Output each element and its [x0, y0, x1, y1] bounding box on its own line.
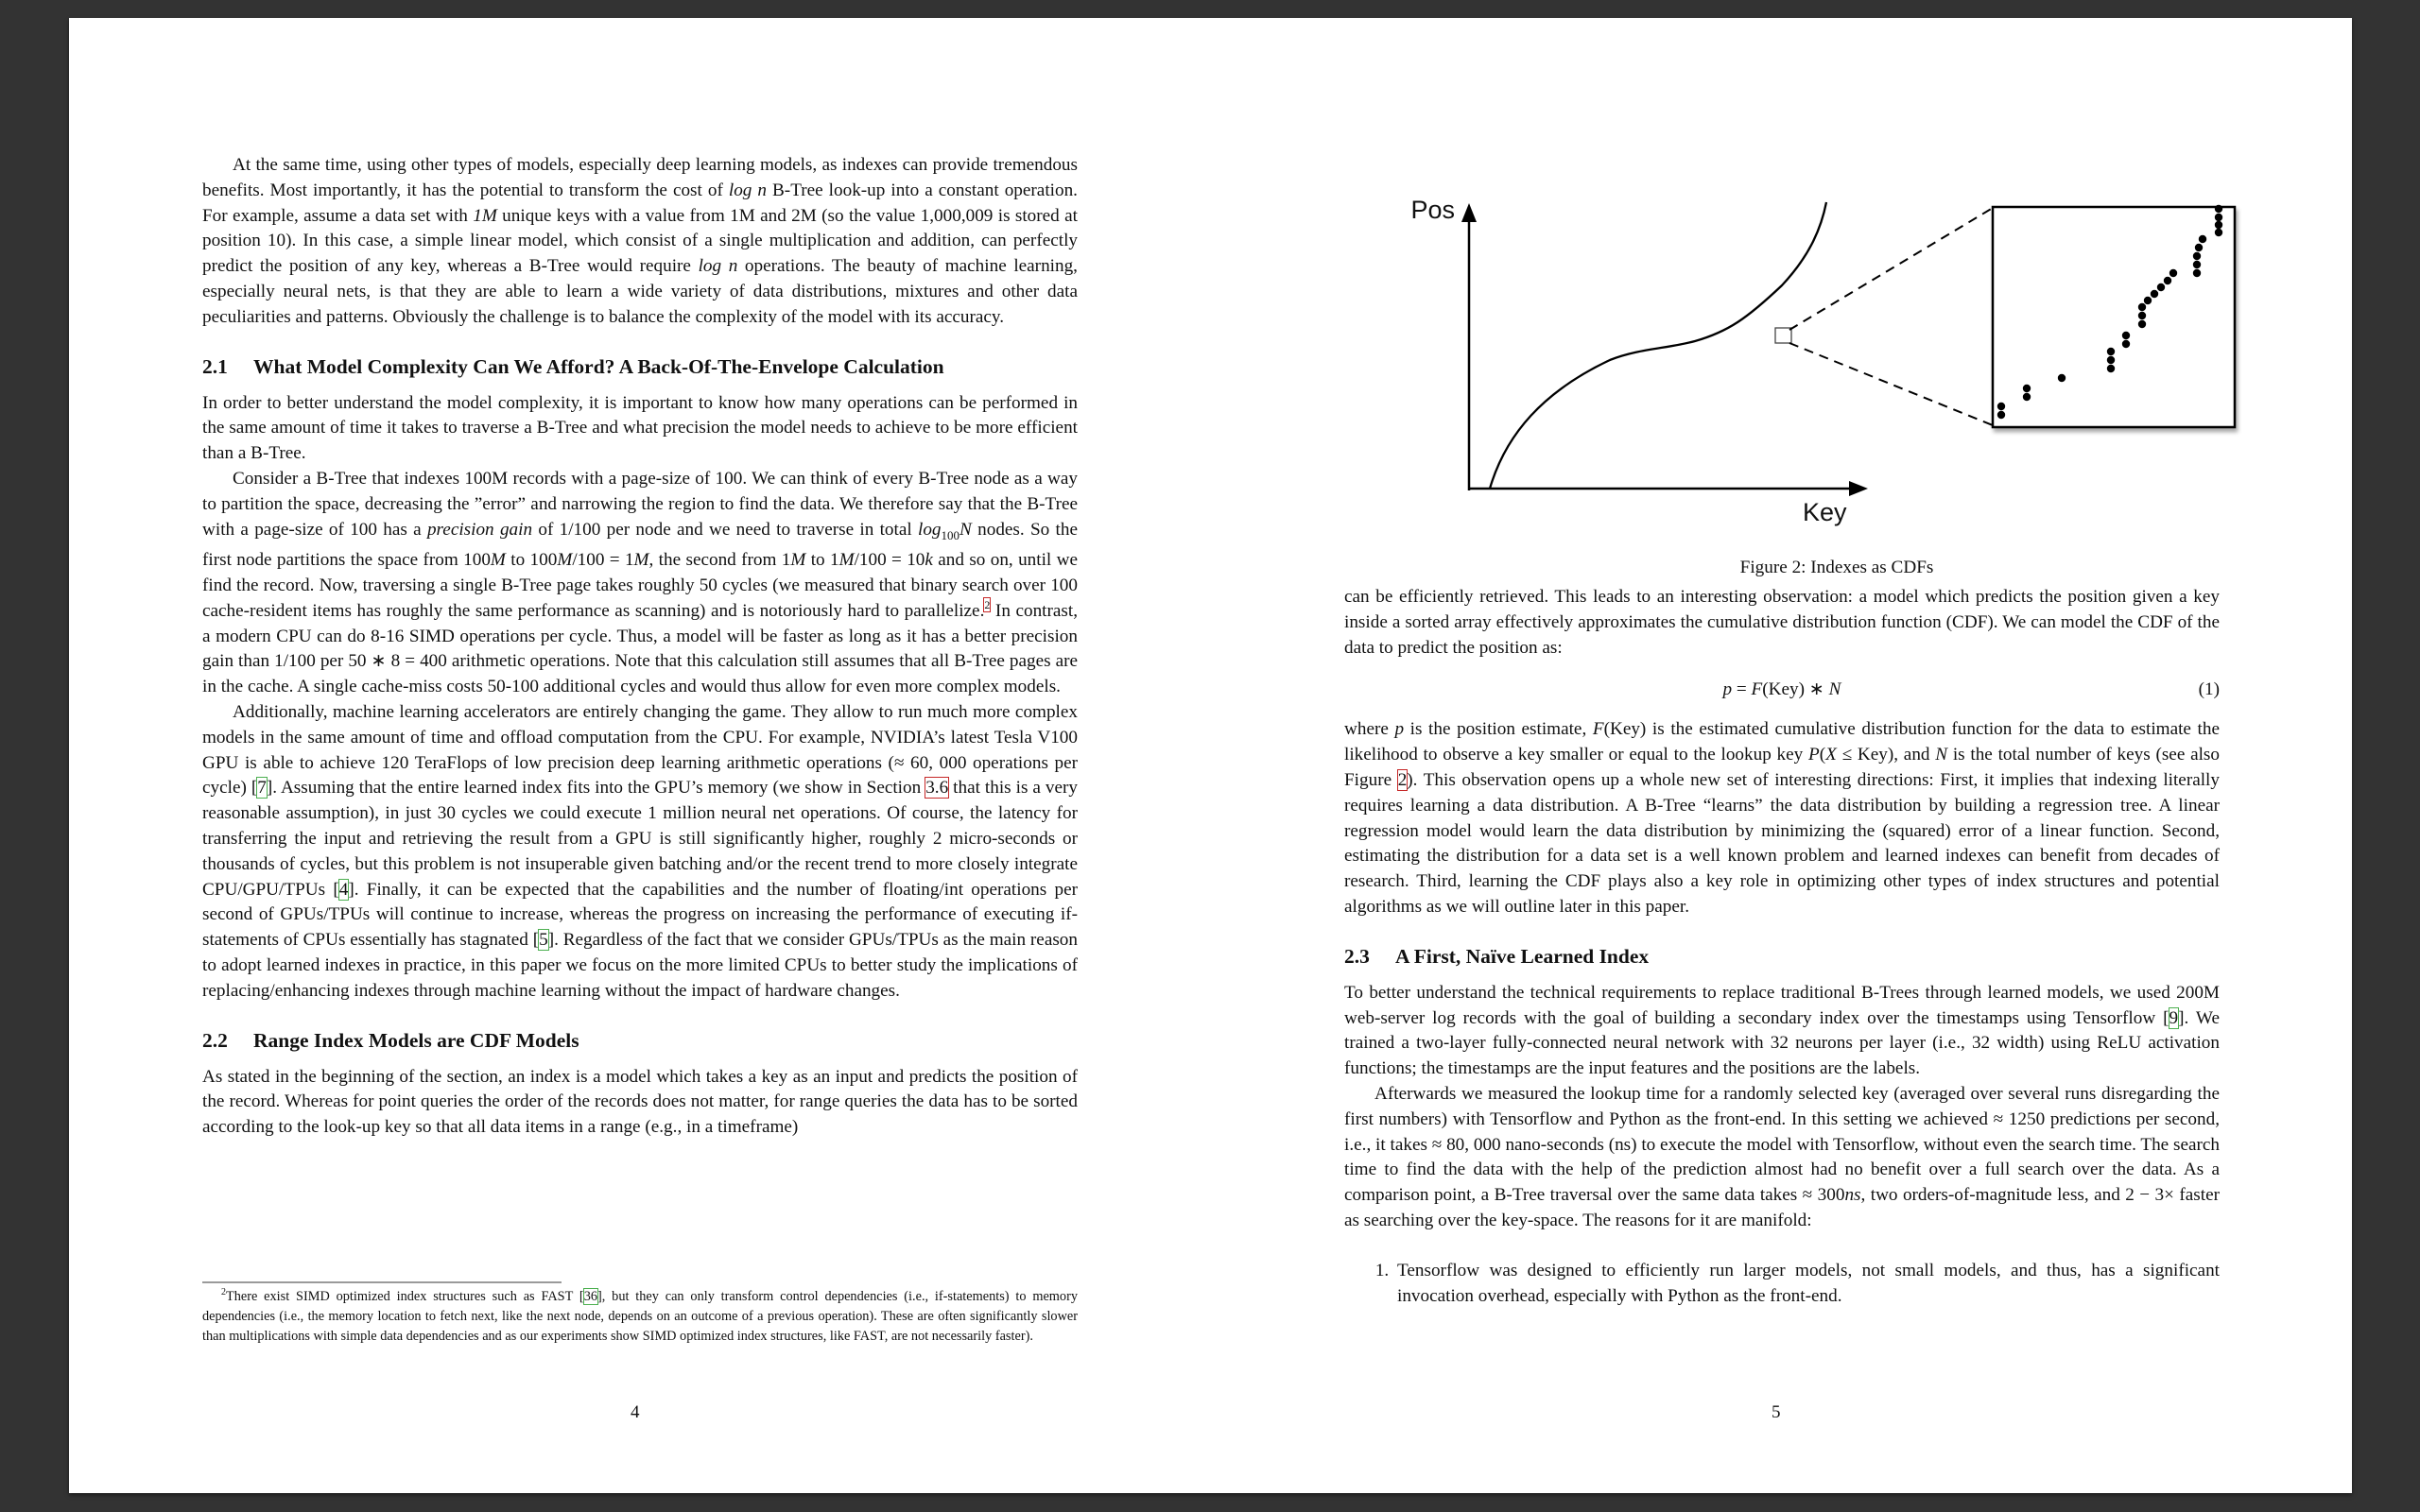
inset-data-point — [2193, 269, 2201, 277]
paragraph: where p is the position estimate, F(Key) is the estimated cumulative distribution function for the data to estimate the likelihood to observe a key smaller or equal to the lookup key P(X ≤ Key), and N is the total number of keys (see also Figure 2). This observation opens up a whole new set of interesting directions: First, it implies that indexing literally requires learning a data distribution. A B-Tree “learns” the data distribution by building a regression tree. A linear regression model would learn the data distribution by minimizing the (squared) error of a linear function. Second, estimating the distribution for a data set is a well known problem and learned indexes can benefit from decades of research. Third, learning the CDF plays also a key role in optimizing other types of index structures and potential algorithms as we will outline later in this paper. — [1344, 719, 2220, 917]
inset-data-point — [2058, 374, 2066, 382]
inset-data-point — [2164, 277, 2171, 284]
inset-data-point — [1997, 411, 2005, 419]
paragraph: To better understand the technical requirements to replace traditional B-Trees through learned models, we used 200M web-server log records with the goal of building a secondary index over the timestamps using Tensorflow [9]. We trained a two-layer fully-connected neural network with 32 neurons per layer (i.e., 32 width) using ReLU activation functions; the timestamps are the input features and the positions are the labels. — [1344, 982, 2221, 1079]
figure-link-2[interactable]: 2 — [1397, 769, 1408, 790]
inset-data-point — [2023, 385, 2031, 392]
footnote-divider — [202, 1281, 562, 1283]
inset-data-point — [2144, 297, 2152, 304]
page-number-left: 4 — [631, 1402, 640, 1422]
inset-data-point — [2107, 356, 2115, 364]
inset-data-point — [2193, 261, 2201, 268]
zoom-connector-bottom — [1789, 343, 1993, 425]
inset-data-point — [2193, 252, 2201, 260]
section-heading-2-3: 2.3 A First, Naïve Learned Index — [1344, 944, 1650, 968]
cdf-diagram — [1392, 160, 2281, 557]
inset-data-point — [1997, 403, 2005, 410]
citation-link-36[interactable]: 36 — [583, 1289, 597, 1304]
inset-data-point — [2138, 303, 2146, 311]
paragraph: As stated in the beginning of the section, an index is a model which takes a key as an input and predicts the position of the record. Whereas for point queries the order of the records does not matter, for range queries the data has to be sorted according to the look-up key so that all data items in a range (e.g., in a timeframe) — [202, 1066, 1078, 1138]
left-page-body — [202, 153, 1078, 1141]
citation-link-4[interactable]: 4 — [338, 879, 349, 900]
cdf-curve — [1490, 202, 1826, 489]
inset-data-point — [2215, 205, 2222, 213]
citation-link-7[interactable]: 7 — [257, 778, 267, 799]
inset-data-point — [2122, 332, 2130, 339]
paragraph: Afterwards we measured the lookup time for a randomly selected key (averaged over several runs disregarding the first numbers) with Tensorflow and Python as the front-end. In this setting we achieved ≈ 1250 predictions per second, i.e., it takes ≈ 80, 000 nano-seconds (ns) to execute the model with Tensorflow, without even the search time. The search time to find the data with the help of the prediction almost had no benefit over a full search over the data. As a comparison point, a B-Tree traversal over the same data takes ≈ 300ns, two orders-of-magnitude less, and 2 − 3× faster as searching over the key-space. The reasons for it are manifold: — [1344, 1083, 2220, 1230]
inset-data-point — [2195, 244, 2203, 251]
page-number-right: 5 — [1772, 1402, 1781, 1422]
right-page-body — [1344, 585, 2220, 1309]
intro-paragraph: At the same time, using other types of models, especially deep learning models, as indexes can provide tremendous benefits. Most importantly, it has the potential to transform the cost of log n B-Tree look-up into a constant operation. For example, assume a data set with 1M unique keys with a value from 1M and 2M (so the value 1,000,009 is stored at position 10). In this case, a simple linear model, which consist of a single multiplication and addition, can perfectly predict the position of any key, whereas a B-Tree would require log n operations. The beauty of machine learning, especially neural nets, is that they are able to learn a wide variety of data distributions, mixtures and other data peculiarities and patterns. Obviously the challenge is to balance the complexity of the model with its accuracy. — [202, 155, 1078, 327]
inset-data-point — [2138, 312, 2146, 319]
inset-data-point — [2122, 340, 2130, 348]
inset-data-point — [2107, 348, 2115, 355]
inset-data-point — [2157, 284, 2165, 291]
inset-data-point — [2215, 221, 2222, 229]
pdf-two-page-spread — [69, 18, 2352, 1493]
citation-link-9[interactable]: 9 — [2169, 1007, 2179, 1028]
inset-data-point — [2107, 365, 2115, 372]
inset-data-point — [2151, 290, 2158, 298]
inset-data-point — [2169, 269, 2177, 277]
inset-data-point — [2215, 229, 2222, 236]
inset-data-point — [2138, 320, 2146, 328]
figure-caption: Figure 2: Indexes as CDFs — [1739, 558, 1934, 577]
zoom-region-box — [1775, 328, 1791, 343]
x-axis-arrow-icon — [1849, 481, 1868, 496]
equation-number: (1) — [2198, 679, 2220, 700]
inset-data-point — [2215, 214, 2222, 221]
footnote-2: $^2$There exist SIMD optimized index structures such as FAST [36], but they can only transform control dependencies (i.e., if-statements) to memory dependencies (i.e., the memory location to fetch next, like the next node, depends on an outcome of a previous operation). These are often significantly slower than multiplications with simple data dependencies and as our experiments show SIMD optimized index structures, like FAST, are not necessarily faster). — [202, 1287, 1078, 1345]
y-axis-label: Pos — [1410, 196, 1455, 224]
paragraph: Additionally, machine learning accelerators are entirely changing the game. They allow to run much more complex models in the same amount of time and offload computation from the CPU. For example, NVIDIA’s latest Tesla V100 GPU is able to achieve 120 TeraFlops of low precision deep learning arithmetic operations (≈ 60, 000 operations per cycle) [7]. Assuming that the entire learned index fits into the GPU’s memory (we show in Section 3.6 that this is a very reasonable assumption), in just 30 cycles we could execute 1 million neural net operations. Of course, the latency for transferring the input and retrieving the result from a GPU is still significantly higher, roughly 2 micro-seconds or thousands of cycles, but this problem is not insuperable given batching and/or the recent trend to more closely integrate CPU/GPU/TPUs [4]. Finally, it can be expected that the capabilities and the number of floating/int operations per second of GPUs/TPUs will continue to increase, whereas the progress on increasing the performance of executing if-statements of CPUs essentially has stagnated [5]. Regardless of the fact that we consider GPUs/TPUs as the main reason to adopt learned indexes in practice, in this paper we focus on the more limited CPUs to better study the implications of replacing/enhancing indexes through machine learning without the impact of hardware changes. — [202, 701, 1078, 1001]
section-heading-2-2: 2.2 Range Index Models are CDF Models — [202, 1028, 579, 1052]
section-link-3-6[interactable]: 3.6 — [925, 778, 949, 799]
citation-link-5[interactable]: 5 — [539, 930, 548, 951]
x-axis-label: Key — [1803, 498, 1847, 526]
inset-data-point — [2199, 235, 2206, 243]
reasons-list — [1344, 1259, 2220, 1310]
figure-2-indexes-as-cdfs — [1392, 160, 2281, 594]
paragraph: can be efficiently retrieved. This leads to an interesting observation: a model which predicts the position given a key inside a sorted array effectively approximates the cumulative distribution function (CDF). We can model the CDF of the data to predict the position as: — [1344, 587, 2220, 658]
section-heading-2-1: 2.1 What Model Complexity Can We Afford? A Back-Of-The-Envelope Calculation — [202, 354, 944, 378]
paragraph: Consider a B-Tree that indexes 100M records with a page-size of 100. We can think of every B-Tree node as a way to partition the space, decreasing the ”error” and narrowing the region to find the data. We therefore say that the B-Tree with a page-size of 100 has a precision gain of 1/100 per node and we need to traverse in total $\log_{100}N$ nodes. So the first node partitions the space from 100M to 100M/100 = 1M, the second from 1M to 1M/100 = 10k and so on, until we find the record. Now, traversing a single B-Tree page takes roughly 50 cycles (we measured that binary search over 100 cache-resident items has roughly the same performance as scanning) and is notoriously hard to parallelize.$^2$ In contrast, a modern CPU can do 8-16 SIMD operations per cycle. Thus, a model will be faster as long as it has a better precision gain than 1/100 per 50 ∗ 8 = 400 arithmetic operations. Note that this calculation still assumes that all B-Tree pages are in the cache. A single cache-miss costs 50-100 additional cycles and would thus allow for even more complex models. — [202, 468, 1078, 697]
paragraph: In order to better understand the model complexity, it is important to know how many operations can be performed in the same amount of time it takes to traverse a B-Tree and what precision the model needs to achieve to be more efficient than a B-Tree. — [202, 392, 1078, 464]
list-item: 1. Tensorflow was designed to efficiently run larger models, not small models, and thus, has a significant invocation overhead, especially with Python as the front-end. — [1393, 1259, 2220, 1310]
inset-data-point — [2023, 393, 2031, 401]
footnote-link-2[interactable]: 2 — [984, 598, 991, 612]
equation-1: p = F(Key) ∗ N (1) — [1344, 670, 2220, 712]
